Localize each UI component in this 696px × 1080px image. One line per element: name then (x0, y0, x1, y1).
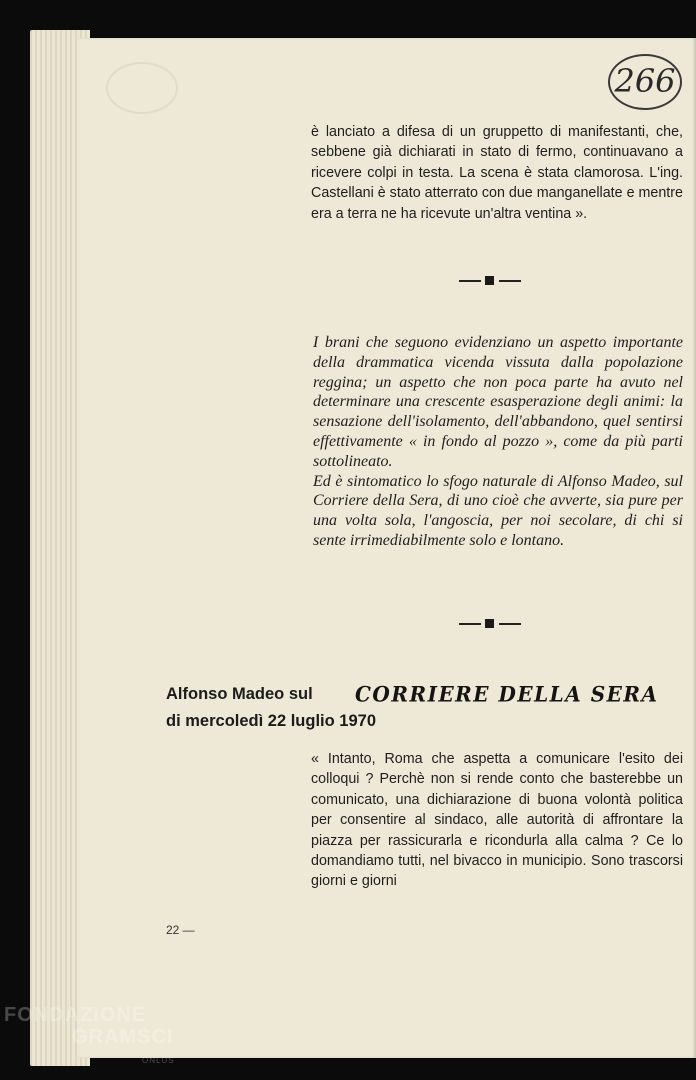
archive-watermark (4, 1004, 175, 1065)
quote-paragraph: « Intanto, Roma che aspetta a comunicare l'esito dei colloqui ? Perchè non si rende conto che basterebbe un comunicato, una dichiarazione di buona volontà politica per consentire al sindaco, alle autorità di affrontare la piazza per rassicurarla e ricondurla alla calma ? Ce lo domandiamo tutti, nel bivacco in municipio. Sono trascorsi giorni e giorni (311, 751, 683, 890)
watermark-line-2: GRAMSCI (72, 1026, 174, 1048)
section-heading-prefix: Alfonso Madeo sul (166, 685, 313, 703)
watermark-line-1: FONDAZIONE (4, 1004, 147, 1026)
printed-page-number: 22 — (166, 923, 195, 937)
newspaper-masthead: CORRIERE DELLA SERA (355, 681, 659, 707)
editorial-note-paragraph-2: Ed è sintomatico lo sfogo naturale di Alfonso Madeo, sul Corriere della Sera, di uno cioè che avverte, sia pure per una volta sola, l'angoscia, per noi secolare, di chi si sente irrimediabilmente solo e lontano. (313, 472, 683, 549)
watermark-line-3: ONLUS (142, 1056, 175, 1065)
section-heading-date: di mercoledì 22 luglio 1970 (166, 712, 376, 730)
opening-paragraph: è lanciato a difesa di un gruppetto di manifestanti, che, sebbene già dichiarati in stato di fermo, continuavano a ricevere colpi in testa. La scena è stata clamorosa. L'ing. Castellani è stato atterrato con due manganellate e mentre era a terra ne ha ricevute un'altra ventina ». (311, 124, 683, 222)
handwritten-page-number: 266 (608, 54, 682, 110)
section-divider (459, 275, 521, 287)
editorial-note-paragraph-1: I brani che seguono evidenziano un aspetto importante della drammatica vicenda vissuta dalla popolazione reggina; un aspetto che non poca parte ha avuto nel determinare una crescente esasperazione degli animi: la sensazione dell'isolamento, dell'abbandono, quel sentirsi effettivamente « in fondo al pozzo », come da più parti sottolineato. (313, 334, 683, 470)
editorial-note (313, 333, 683, 551)
section-divider (459, 618, 521, 630)
bleed-through-circle (106, 62, 178, 114)
